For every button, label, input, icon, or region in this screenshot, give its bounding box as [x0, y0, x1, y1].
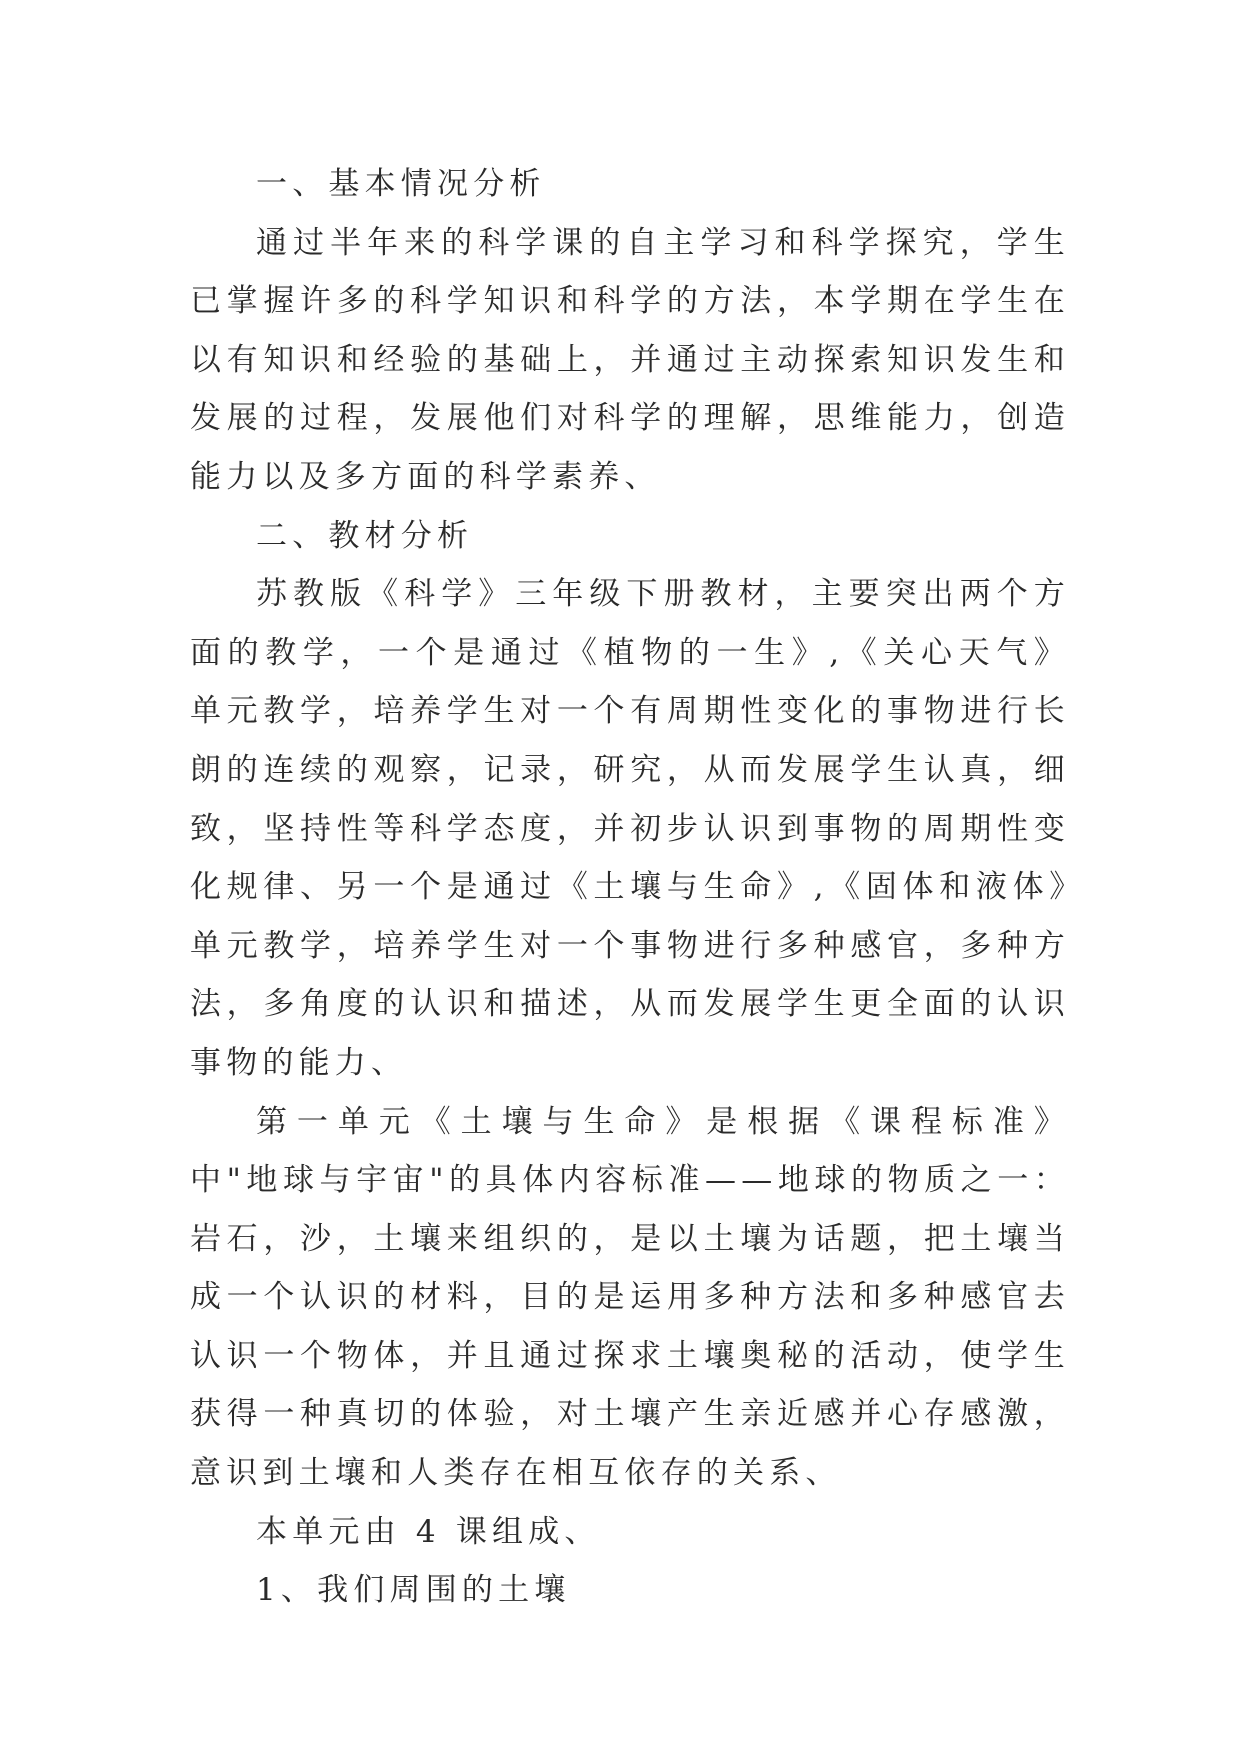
section-heading-textbook-analysis: 二、教材分析 [256, 517, 474, 554]
paragraph-textbook-overview: 苏教版《科学》三年级下册教材，主要突出两个方面的教学，一个是通过《植物的一生》,《关心天气》单元教学，培养学生对一个有周期性变化的事物进行长朗的连续的观察，记录，研究，从而发展学生认真，细致，坚持性等科学态度，并初步认识到事物的周期性变化规律、另一个是通过《土壤与生命》,《固体和液体》单元教学，培养学生对一个事物进行多种感官，多种方法，多角度的认识和描述，从而发展学生更全面的认识事物的能力、 [190, 576, 1070, 1081]
section-heading-basic-analysis: 一、基本情况分析 [256, 166, 546, 202]
document-body [190, 155, 1070, 1620]
paragraph-student-analysis: 通过半年来的科学课的自主学习和科学探究，学生已掌握许多的科学知识和科学的方法，本学期在学生在以有知识和经验的基础上，并通过主动探索知识发生和发展的过程，发展他们对科学的理解，思维能力，创造能力以及多方面的科学素养、 [190, 224, 1070, 495]
paragraph-unit-one: 第一单元《土壤与生命》是根据《课程标准》中"地球与宇宙"的具体内容标准——地球的物质之一：岩石，沙，土壤来组织的，是以土壤为话题，把土壤当成一个认识的材料，目的是运用多种方法和多种感官去认识一个物体，并且通过探求土壤奥秘的活动，使学生获得一种真切的体验，对土壤产生亲近感并心存感激，意识到土壤和人类存在相互依存的关系、 [190, 1103, 1070, 1492]
list-item-lesson-1: 1、我们周围的土壤 [256, 1572, 571, 1609]
paragraph-lesson-count: 本单元由 4 课组成、 [256, 1513, 601, 1550]
